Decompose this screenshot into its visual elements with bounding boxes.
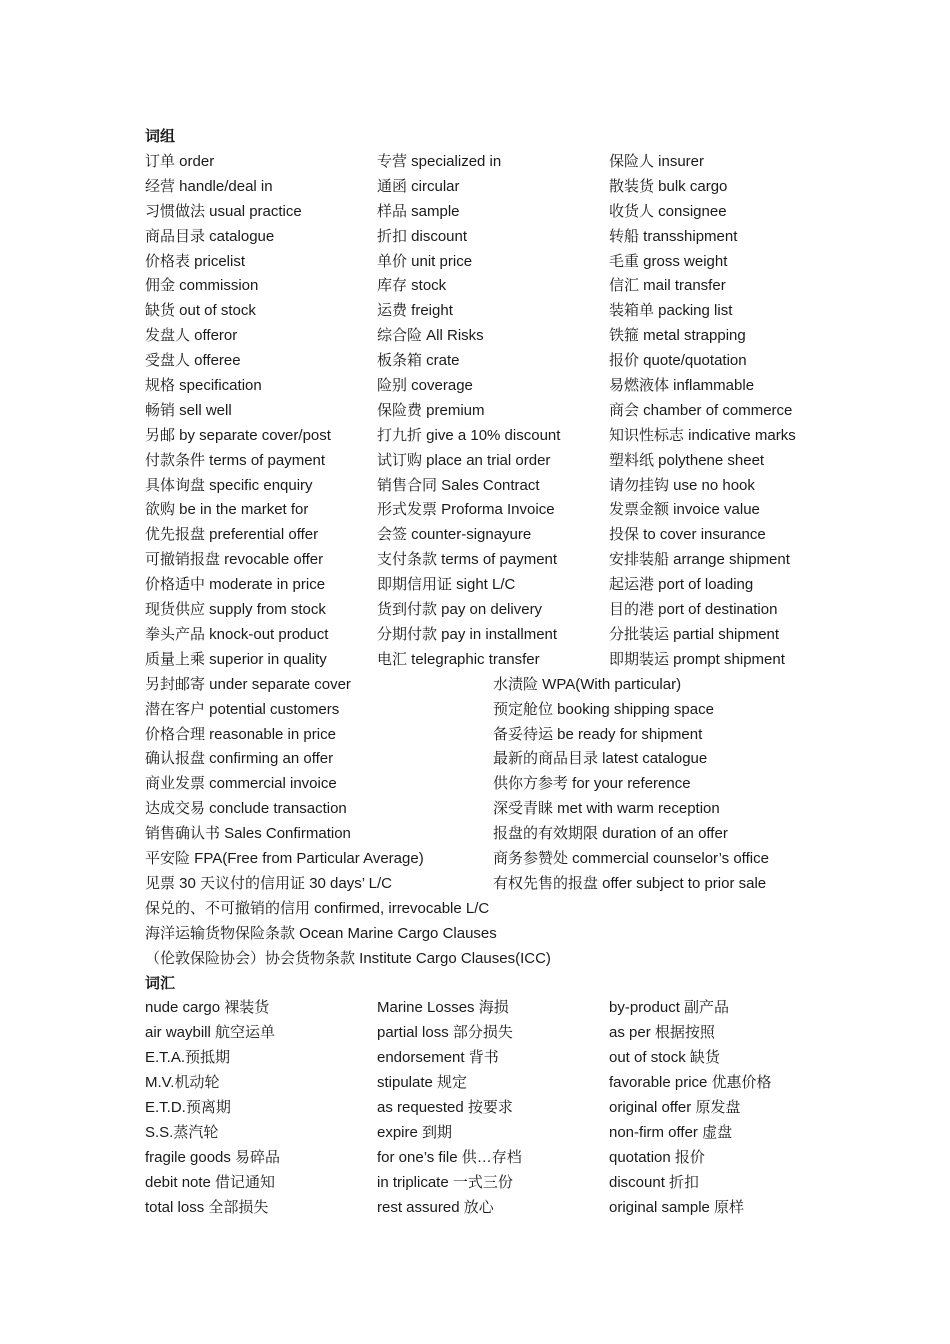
phrase-entry: 见票 30 天议付的信用证 30 days’ L/C — [145, 875, 393, 892]
phrase-entry: 装箱单 packing list — [609, 302, 733, 319]
phrase-entry: 可撤销报盘 revocable offer — [145, 551, 324, 568]
phrase-entry: 商务参赞处 commercial counselor’s office — [493, 850, 769, 867]
vocab-entry: debit note 借记通知 — [145, 1174, 276, 1191]
vocab-entry: as per 根据按照 — [609, 1024, 715, 1041]
vocab-entry: out of stock 缺货 — [609, 1049, 720, 1066]
vocab-entry: E.T.A.预抵期 — [145, 1049, 231, 1066]
vocab-entry: original sample 原样 — [609, 1199, 745, 1216]
vocab-entry: partial loss 部分损失 — [377, 1024, 513, 1041]
phrase-entry: 通函 circular — [377, 178, 460, 195]
phrase-entry: 备妥待运 be ready for shipment — [493, 726, 703, 743]
vocab-entry: E.T.D.预离期 — [145, 1099, 231, 1116]
phrase-entry: 专营 specialized in — [377, 153, 502, 170]
vocab-entry: favorable price 优惠价格 — [609, 1074, 772, 1091]
phrase-entry: 知识性标志 indicative marks — [609, 427, 796, 444]
phrase-entry: 缺货 out of stock — [145, 302, 256, 319]
phrase-entry: 起运港 port of loading — [609, 576, 754, 593]
phrase-entry: 平安险 FPA(Free from Particular Average) — [145, 850, 424, 867]
phrase-entry: 收货人 consignee — [609, 203, 727, 220]
vocab-entry: M.V.机动轮 — [145, 1074, 220, 1091]
phrase-entry: 经营 handle/deal in — [145, 178, 273, 195]
phrase-entry: 运费 freight — [377, 302, 453, 319]
phrase-entry: 支付条款 terms of payment — [377, 551, 558, 568]
phrase-entry: 目的港 port of destination — [609, 601, 778, 618]
phrase-entry: 优先报盘 preferential offer — [145, 526, 319, 543]
phrase-entry: 海洋运输货物保险条款 Ocean Marine Cargo Clauses — [145, 925, 497, 942]
phrase-entry: 单价 unit price — [377, 253, 473, 270]
vocab-entry: quotation 报价 — [609, 1149, 705, 1166]
phrase-entry: 拳头产品 knock-out product — [145, 626, 329, 643]
vocab-entry: endorsement 背书 — [377, 1049, 499, 1066]
phrase-entry: 投保 to cover insurance — [609, 526, 766, 543]
phrase-entry: 习惯做法 usual practice — [145, 203, 302, 220]
vocab-entry: S.S.蒸汽轮 — [145, 1124, 219, 1141]
vocab-entry: discount 折扣 — [609, 1174, 700, 1191]
phrase-entry: 销售合同 Sales Contract — [377, 477, 540, 494]
phrase-entry: 铁箍 metal strapping — [609, 327, 746, 344]
phrase-entry: 深受青睐 met with warm reception — [493, 800, 720, 817]
section-heading-phrases: 词组 — [145, 128, 176, 145]
phrase-entry: 库存 stock — [377, 277, 447, 294]
phrase-entry: 毛重 gross weight — [609, 253, 728, 270]
phrase-entry: 形式发票 Proforma Invoice — [377, 501, 555, 518]
phrase-entry: 请勿挂钩 use no hook — [609, 477, 755, 494]
phrase-entry: 商会 chamber of commerce — [609, 402, 793, 419]
phrase-entry: 最新的商品目录 latest catalogue — [493, 750, 708, 767]
vocab-entry: original offer 原发盘 — [609, 1099, 741, 1116]
phrase-entry: 保险费 premium — [377, 402, 485, 419]
phrase-entry: 电汇 telegraphic transfer — [377, 651, 540, 668]
vocab-entry: for one’s file 供…存档 — [377, 1149, 522, 1166]
phrase-entry: 佣金 commission — [145, 277, 259, 294]
phrase-entry: 即期装运 prompt shipment — [609, 651, 785, 668]
phrase-entry: 样品 sample — [377, 203, 460, 220]
phrase-entry: 试订购 place an trial order — [377, 452, 551, 469]
vocab-entry: non-firm offer 虚盘 — [609, 1124, 733, 1141]
phrase-entry: 供你方参考 for your reference — [493, 775, 691, 792]
phrase-entry: 订单 order — [145, 153, 215, 170]
phrase-entry: 受盘人 offeree — [145, 352, 241, 369]
phrase-entry: 会签 counter-signayure — [377, 526, 532, 543]
phrase-entry: 畅销 sell well — [145, 402, 232, 419]
phrase-entry: 打九折 give a 10% discount — [377, 427, 561, 444]
vocab-entry: by-product 副产品 — [609, 999, 730, 1016]
vocab-entry: nude cargo 裸装货 — [145, 999, 270, 1016]
phrase-entry: 报盘的有效期限 duration of an offer — [493, 825, 728, 842]
phrase-entry: 转船 transshipment — [609, 228, 738, 245]
phrase-entry: 板条箱 crate — [377, 352, 460, 369]
phrase-entry: 潜在客户 potential customers — [145, 701, 340, 718]
phrase-entry: 险别 coverage — [377, 377, 473, 394]
phrase-entry: 折扣 discount — [377, 228, 468, 245]
phrase-entry: 报价 quote/quotation — [609, 352, 747, 369]
phrase-entry: 商品目录 catalogue — [145, 228, 275, 245]
phrase-entry: 分批装运 partial shipment — [609, 626, 780, 643]
phrase-entry: 保险人 insurer — [609, 153, 705, 170]
phrase-entry: 发盘人 offeror — [145, 327, 238, 344]
vocab-entry: expire 到期 — [377, 1124, 453, 1141]
phrase-entry: 分期付款 pay in installment — [377, 626, 558, 643]
phrase-entry: 质量上乘 superior in quality — [145, 651, 327, 668]
phrase-entry: 水渍险 WPA(With particular) — [493, 676, 682, 693]
vocab-entry: rest assured 放心 — [377, 1199, 494, 1216]
phrase-entry: 商业发票 commercial invoice — [145, 775, 337, 792]
vocab-entry: in triplicate 一式三份 — [377, 1174, 513, 1191]
phrase-entry: 易燃液体 inflammable — [609, 377, 755, 394]
vocab-entry: stipulate 规定 — [377, 1074, 468, 1091]
phrase-entry: 货到付款 pay on delivery — [377, 601, 543, 618]
phrase-entry: 另封邮寄 under separate cover — [145, 676, 351, 693]
phrase-entry: 信汇 mail transfer — [609, 277, 726, 294]
phrase-entry: 塑料纸 polythene sheet — [609, 452, 765, 469]
vocab-entry: air waybill 航空运单 — [145, 1024, 276, 1041]
phrase-entry: 欲购 be in the market for — [145, 501, 309, 518]
vocab-entry: total loss 全部损失 — [145, 1199, 269, 1216]
vocab-entry: fragile goods 易碎品 — [145, 1149, 281, 1166]
phrase-entry: 综合险 All Risks — [377, 327, 484, 344]
phrase-entry: 价格表 pricelist — [145, 253, 246, 270]
phrase-entry: 付款条件 terms of payment — [145, 452, 326, 469]
phrase-entry: 散装货 bulk cargo — [609, 178, 728, 195]
phrase-entry: 销售确认书 Sales Confirmation — [145, 825, 351, 842]
phrase-entry: 规格 specification — [145, 377, 262, 394]
phrase-entry: 价格适中 moderate in price — [145, 576, 326, 593]
phrase-entry: 具体询盘 specific enquiry — [145, 477, 313, 494]
vocab-entry: Marine Losses 海损 — [377, 999, 509, 1016]
phrase-entry: 达成交易 conclude transaction — [145, 800, 347, 817]
phrase-entry: 预定舱位 booking shipping space — [493, 701, 714, 718]
phrase-entry: 现货供应 supply from stock — [145, 601, 326, 618]
phrase-entry: （伦敦保险协会）协会货物条款 Institute Cargo Clauses(ICC) — [145, 950, 551, 967]
phrase-entry: 保兑的、不可撤销的信用 confirmed, irrevocable L/C — [145, 900, 490, 917]
phrase-entry: 即期信用证 sight L/C — [377, 576, 516, 593]
phrase-entry: 安排装船 arrange shipment — [609, 551, 790, 568]
phrase-entry: 有权先售的报盘 offer subject to prior sale — [493, 875, 767, 892]
phrase-entry: 另邮 by separate cover/post — [145, 427, 331, 444]
phrase-entry: 确认报盘 confirming an offer — [145, 750, 334, 767]
phrase-entry: 价格合理 reasonable in price — [145, 726, 336, 743]
section-heading-vocabulary: 词汇 — [145, 975, 176, 992]
vocab-entry: as requested 按要求 — [377, 1099, 513, 1116]
phrase-entry: 发票金额 invoice value — [609, 501, 760, 518]
